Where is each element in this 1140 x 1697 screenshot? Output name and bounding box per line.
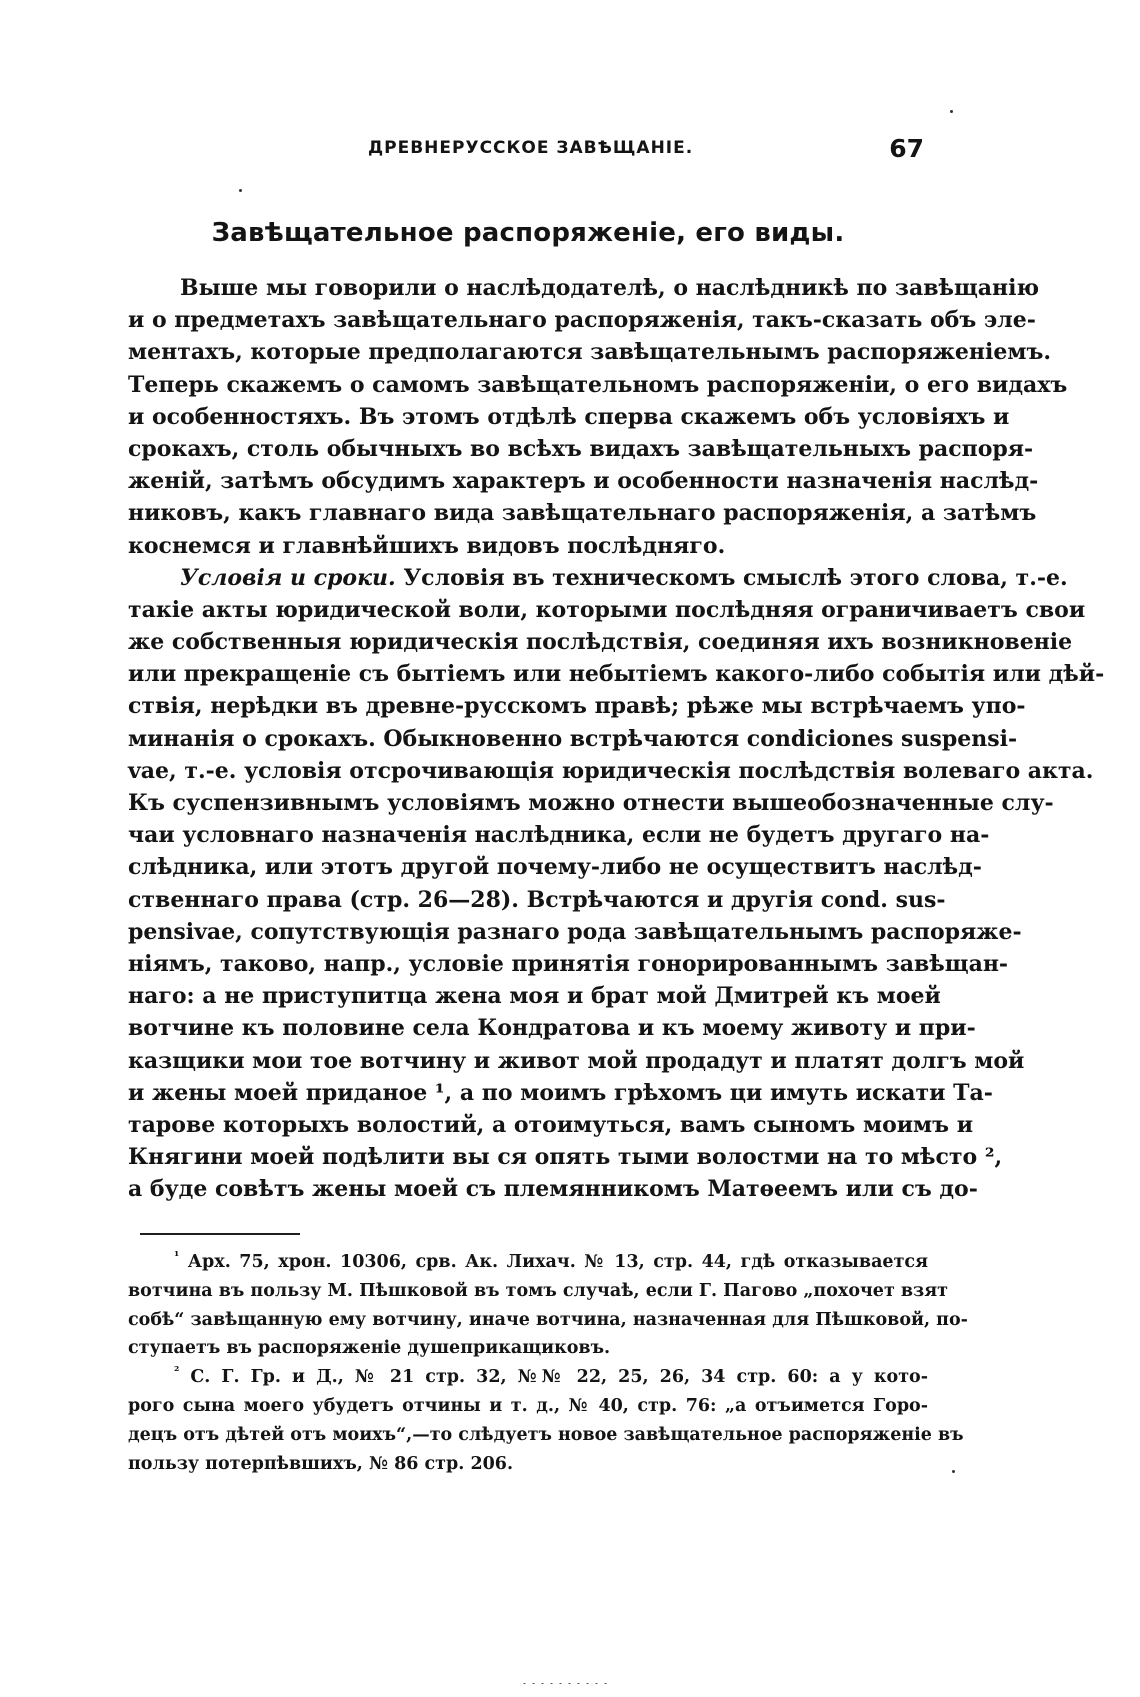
paragraph-line: ментахъ, которые предполагаются завѣщательнымъ распоряженіемъ. — [128, 339, 1052, 366]
footnote-line: вотчина въ пользу М. Пѣшковой въ томъ случаѣ, если Г. Пагово „похочет взят — [128, 1280, 948, 1301]
section-heading: Завѣщательное распоряженіе, его виды. — [211, 218, 845, 248]
page-number: 67 — [889, 134, 924, 163]
paragraph-line: такіе акты юридической воли, которыми послѣдняя ограничиваетъ свои — [128, 596, 1086, 623]
paragraph-lead-italic: Условія и сроки. — [180, 564, 396, 591]
paragraph-line: или прекращеніе съ бытіемъ или небытіемъ какого-либо событія или дѣй- — [128, 661, 1105, 688]
footnote-line: пользу потерпѣвшихъ, № 86 стр. 206. — [128, 1453, 514, 1474]
paragraph-line-rest: Условія въ техническомъ смыслѣ этого слова, т.-е. — [403, 564, 1068, 591]
paragraph-line: и о предметахъ завѣщательнаго распоряженія, такъ-сказать объ эле- — [128, 307, 1036, 334]
paragraph-line: vae, т.-е. условія отсрочивающія юридическія послѣдствія волеваго акта. — [128, 757, 1094, 784]
scan-speck — [239, 189, 242, 192]
footnote-line: ступаетъ въ распоряженіе душеприкащиковъ. — [128, 1338, 611, 1359]
paragraph-line: казщики мои тое вотчину и живот мой продадут и платят долгъ мой — [128, 1047, 1025, 1074]
paragraph-line: Теперь скажемъ о самомъ завѣщательномъ распоряженіи, о его видахъ — [128, 371, 1068, 398]
paragraph-line: женій, затѣмъ обсудимъ характеръ и особенности назначенія наслѣд- — [128, 468, 1039, 495]
paragraph-line: и особенностяхъ. Въ этомъ отдѣлѣ сперва скажемъ объ условіяхъ и — [128, 403, 1010, 430]
running-title: ДРЕВНЕРУССКОЕ ЗАВѢЩАНІЕ. — [368, 138, 694, 158]
paragraph-line: слѣдника, или этотъ другой почему-либо не осуществитъ наслѣд- — [128, 854, 982, 881]
footnote-line: рого сына моего убудетъ отчины и т. д., № 40, стр. 76: „а отъимется Горо- — [128, 1395, 928, 1416]
footnote-line — [128, 1363, 928, 1392]
paragraph-line: ніямъ, таково, напр., условіе принятія гонорированнымъ завѣщан- — [128, 950, 1009, 977]
paragraph-line: ствія, нерѣдки въ древне-русскомъ правѣ; рѣже мы встрѣчаемъ упо- — [128, 693, 1026, 720]
paragraph-line: минанія о срокахъ. Обыкновенно встрѣчаются condiciones suspensi- — [128, 725, 1018, 752]
paragraph-line: вотчине къ половине села Кондратова и къ моему животу и при- — [128, 1015, 976, 1042]
paragraph-line — [128, 562, 1068, 594]
paragraph-line: Выше мы говорили о наслѣдодателѣ, о наслѣдникѣ по завѣщанію — [180, 275, 1040, 301]
scan-speck — [950, 110, 953, 113]
paragraph-line: же собственныя юридическія послѣдствія, соединяя ихъ возникновеніе — [128, 629, 1073, 656]
footnote-text: С. Г. Гр. и Д., № 21 стр. 32, №№ 22, 25, 26, 34 стр. 60: а у кото- — [190, 1367, 928, 1388]
scan-speck — [952, 1470, 955, 1473]
paragraph-line: тарове которыхъ волостий, а отоимуться, вамъ сыномъ моимъ и — [128, 1111, 974, 1138]
scan-edge-dots — [520, 1682, 610, 1685]
footnote-line — [128, 1248, 928, 1277]
running-header — [128, 134, 928, 164]
footnotes — [128, 1248, 968, 1478]
footnote-line: децъ отъ дѣтей отъ моихъ“,—то слѣдуетъ новое завѣщательное распоряженіе въ — [128, 1424, 964, 1445]
paragraph-line: ственнаго права (стр. 26—28). Встрѣчаются и другія cond. sus- — [128, 886, 946, 913]
paragraph-line: Къ суспензивнымъ условіямъ можно отнести вышеобозначенные слу- — [128, 790, 1054, 816]
paragraph-line: а буде совѣтъ жены моей съ племянникомъ Матѳеемъ или съ до- — [128, 1176, 978, 1203]
paragraph-line: Княгини моей подѣлити вы ся опять тыми волостми на то мѣсто ², — [128, 1144, 1003, 1171]
footnote-marker: ¹ — [174, 1249, 180, 1264]
paragraph-line: наго: а не приступитца жена моя и брат мой Дмитрей къ моей — [128, 983, 941, 1010]
paragraph-line: и жены моей приданое ¹, а по моимъ грѣхомъ ци имуть искати Та- — [128, 1079, 993, 1106]
paragraph-line: чаи условнаго назначенія наслѣдника, если не будетъ другаго на- — [128, 822, 990, 849]
footnote-line: собѣ“ завѣщанную ему вотчину, иначе вотчина, назначенная для Пѣшковой, по- — [128, 1309, 968, 1330]
footnote-marker: ² — [174, 1364, 180, 1379]
paragraph-line: срокахъ, столь обычныхъ во всѣхъ видахъ завѣщательныхъ распоря- — [128, 435, 1034, 462]
paragraph-line: никовъ, какъ главнаго вида завѣщательнаго распоряженія, а затѣмъ — [128, 500, 1037, 527]
footnote-text: Арх. 75, хрон. 10306, срв. Ак. Лихач. № 13, стр. 44, гдѣ отказывается — [187, 1252, 928, 1272]
body-text — [128, 272, 1105, 1205]
paragraph-line: pensivae, сопутствующія разнаго рода завѣщательнымъ распоряже- — [128, 918, 1022, 945]
footnote-divider — [140, 1233, 300, 1235]
paragraph-line: коснемся и главнѣйшихъ видовъ послѣдняго. — [128, 532, 726, 559]
